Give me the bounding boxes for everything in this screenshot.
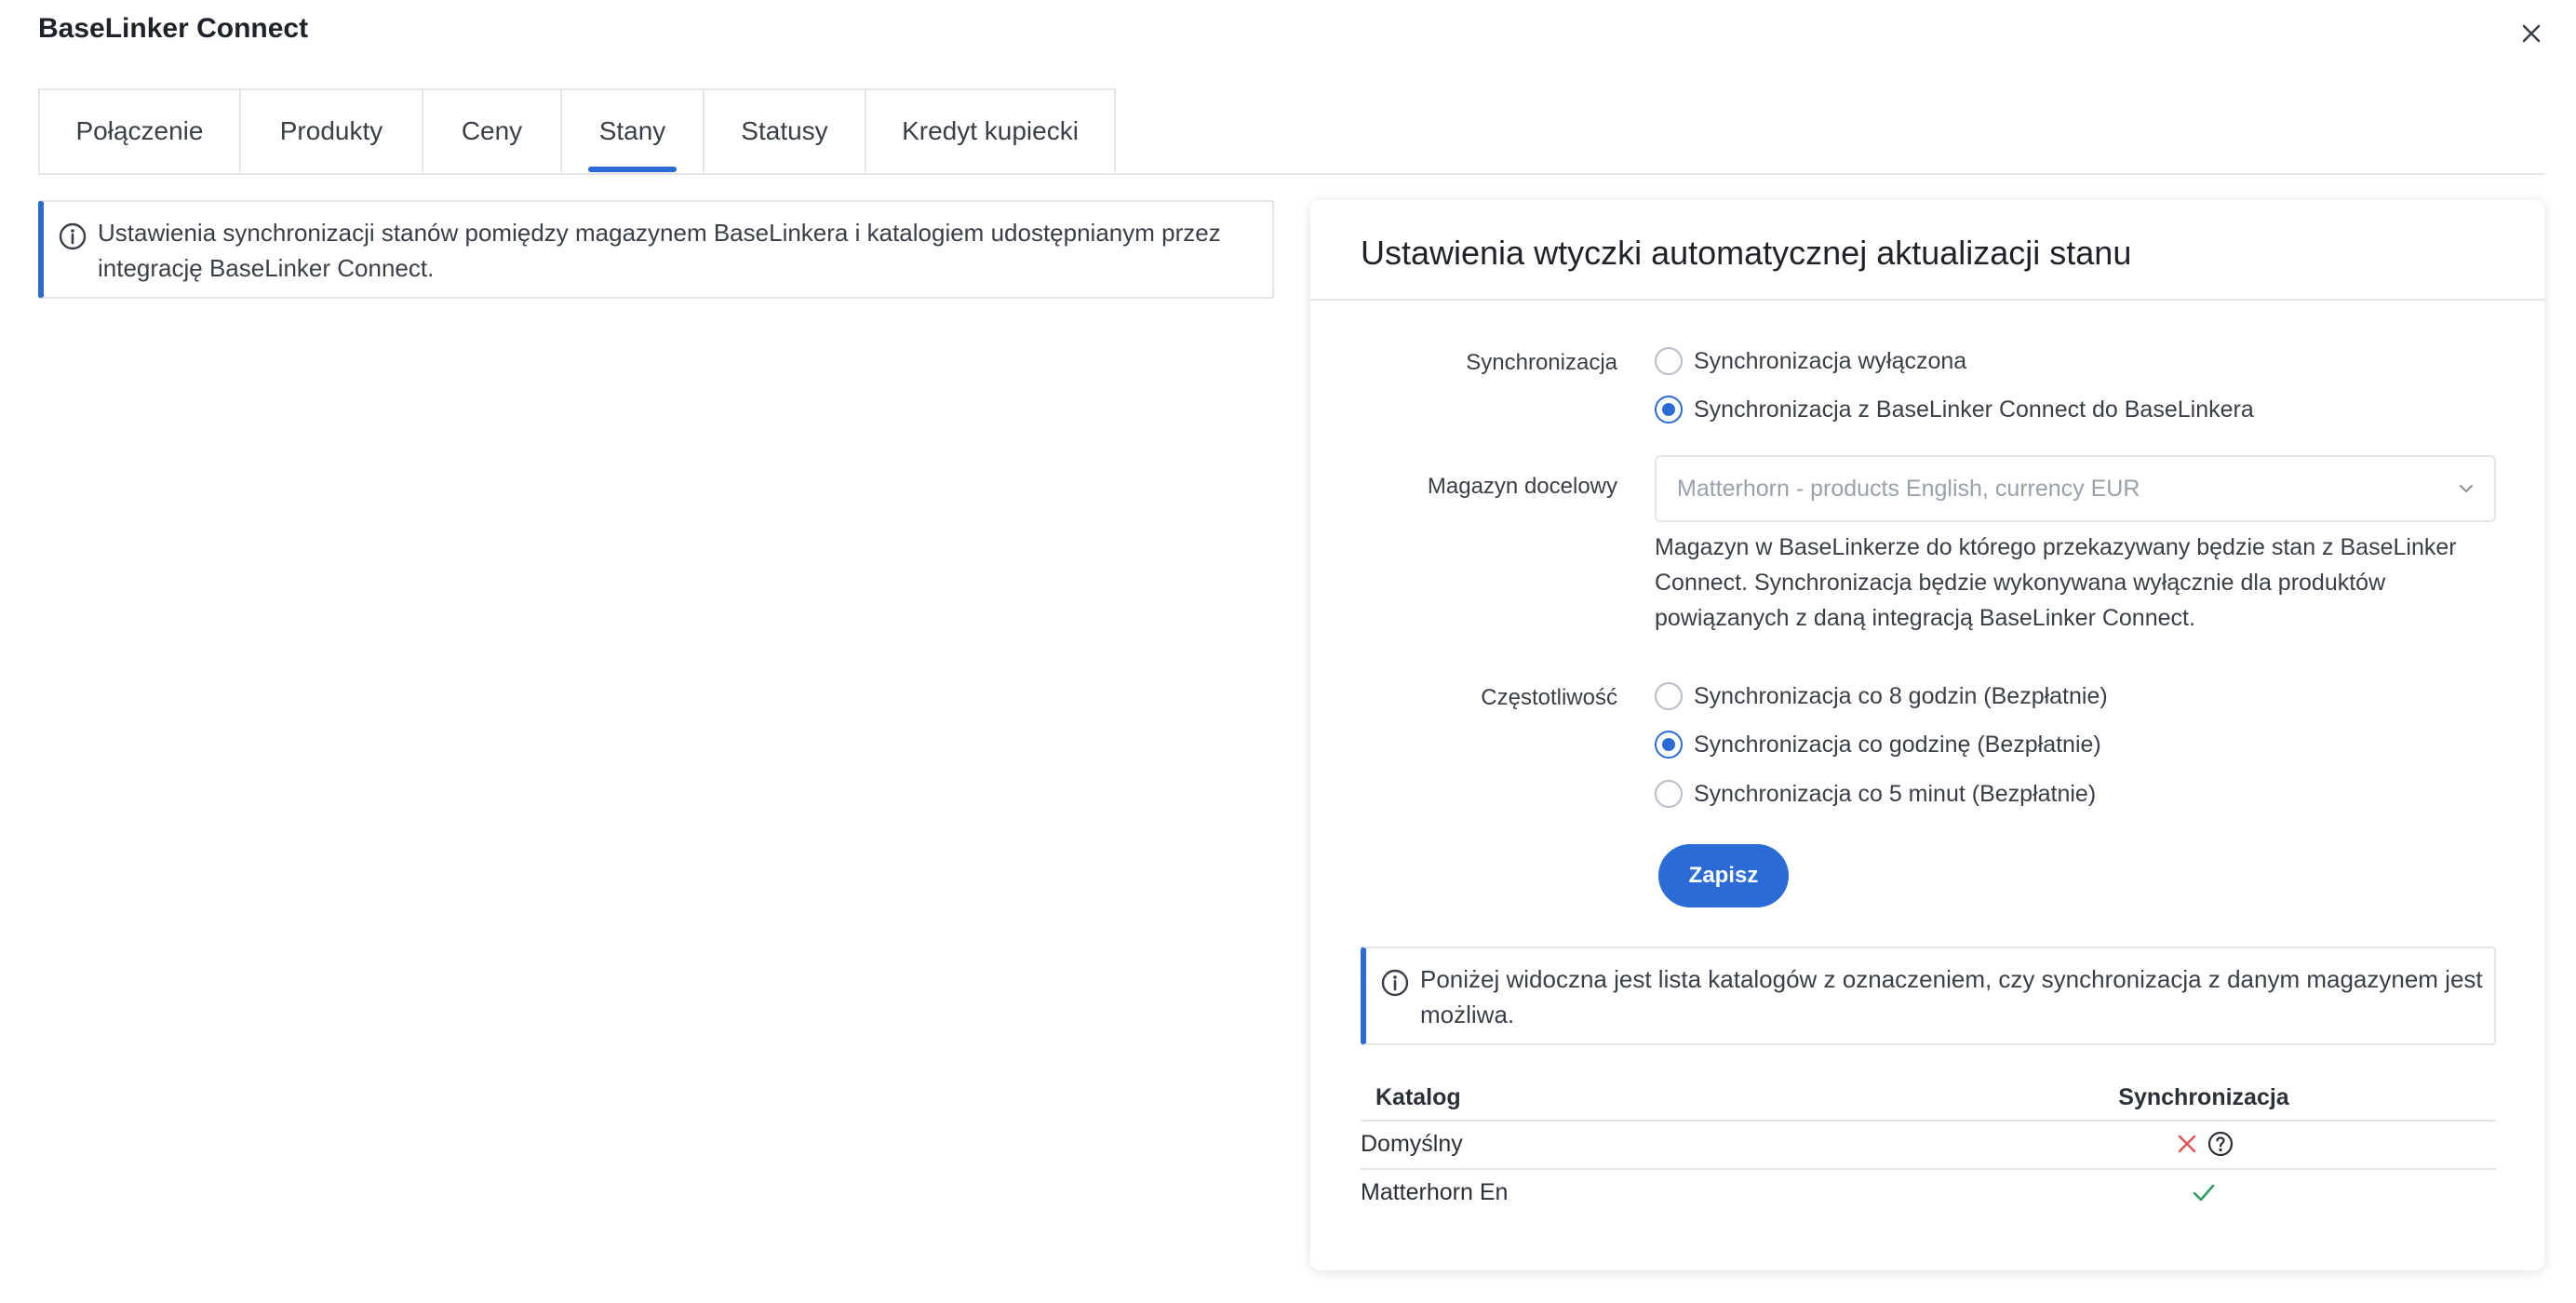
tab-kredyt-kupiecki[interactable]	[865, 88, 1116, 172]
radio-sync-disabled[interactable]	[1655, 347, 1966, 375]
tab-ceny[interactable]	[422, 88, 562, 172]
info-icon	[57, 221, 88, 252]
radio-button[interactable]	[1655, 682, 1683, 710]
select-value: Matterhorn - products English, currency EUR	[1677, 475, 2140, 502]
info-icon	[1379, 967, 1411, 999]
alert-text: Poniżej widoczna jest lista katalogów z oznaczeniem, czy synchronizacja z danym magazynem jest możliwa.	[1420, 965, 2483, 1028]
catalog-info-alert	[1361, 947, 2496, 1045]
tab-label: Produkty	[279, 116, 383, 145]
tab-label: Ceny	[461, 116, 523, 145]
tab-label: Statusy	[741, 116, 828, 145]
close-button[interactable]	[2513, 15, 2550, 52]
alert-text: Ustawienia synchronizacji stanów pomiędzy magazynem BaseLinkera i katalogiem udostępnianym przez integrację BaseLinker Connect.	[98, 219, 1221, 282]
table-row	[1361, 1122, 2496, 1170]
question-circle-icon[interactable]	[2206, 1129, 2235, 1159]
app-title: BaseLinker Connect	[38, 13, 309, 44]
x-icon	[2172, 1129, 2202, 1159]
warehouse-select[interactable]	[1655, 455, 2496, 522]
radio-button[interactable]	[1655, 347, 1683, 375]
tab-stany[interactable]	[560, 88, 704, 172]
catalog-table	[1361, 1075, 2496, 1216]
radio-label: Synchronizacja co 5 minut (Bezpłatnie)	[1694, 780, 2097, 807]
sync-info-alert	[38, 200, 1274, 299]
save-button[interactable]: Zapisz	[1658, 844, 1789, 907]
settings-panel	[1310, 200, 2544, 1270]
radio-label: Synchronizacja z BaseLinker Connect do BaseLinkera	[1694, 396, 2254, 423]
radio-label: Synchronizacja co godzinę (Bezpłatnie)	[1694, 731, 2101, 758]
radio-label: Synchronizacja wyłączona	[1694, 347, 1967, 374]
tab-statusy[interactable]	[703, 88, 866, 172]
radio-frequency-5min[interactable]	[1655, 780, 2096, 808]
chevron-down-icon	[2455, 477, 2477, 500]
table-row	[1361, 1170, 2496, 1216]
sync-status-cell	[2111, 1129, 2297, 1159]
tab-produkty[interactable]	[239, 88, 423, 172]
close-icon	[2513, 15, 2550, 52]
column-header-catalog: Katalog	[1375, 1084, 1461, 1110]
tab-label: Połączenie	[75, 116, 204, 145]
panel-divider	[1310, 299, 2544, 301]
panel-title: Ustawienia wtyczki automatycznej aktualizacji stanu	[1361, 234, 2132, 272]
table-header	[1361, 1075, 2496, 1122]
warehouse-help-text: Magazyn w BaseLinkerze do którego przekazywany będzie stan z BaseLinker Connect. Synchronizacja będzie wykonywana wyłącznie dla produktów powiązanych z daną integracją BaseLinker Connect.	[1655, 534, 2457, 631]
radio-label: Synchronizacja co 8 godzin (Bezpłatnie)	[1694, 682, 2108, 709]
warehouse-label: Magazyn docelowy	[1427, 474, 1617, 499]
frequency-label: Częstotliwość	[1481, 685, 1617, 710]
sync-label: Synchronizacja	[1466, 350, 1617, 375]
check-icon	[2189, 1177, 2219, 1207]
catalog-name: Domyślny	[1361, 1131, 1463, 1157]
column-header-sync: Synchronizacja	[2118, 1084, 2289, 1110]
catalog-name: Matterhorn En	[1361, 1179, 1509, 1205]
radio-frequency-8h[interactable]	[1655, 682, 2108, 710]
tab-label: Kredyt kupiecki	[902, 116, 1079, 145]
radio-button[interactable]	[1655, 396, 1683, 423]
sync-status-cell	[2111, 1177, 2297, 1207]
radio-sync-to-baselinker[interactable]	[1655, 396, 2254, 423]
radio-button[interactable]	[1655, 780, 1683, 808]
radio-button[interactable]	[1655, 731, 1683, 759]
tab-polaczenie[interactable]	[38, 88, 241, 172]
radio-frequency-1h[interactable]	[1655, 731, 2101, 759]
tab-label: Stany	[598, 116, 666, 145]
tab-bar	[38, 88, 1114, 174]
